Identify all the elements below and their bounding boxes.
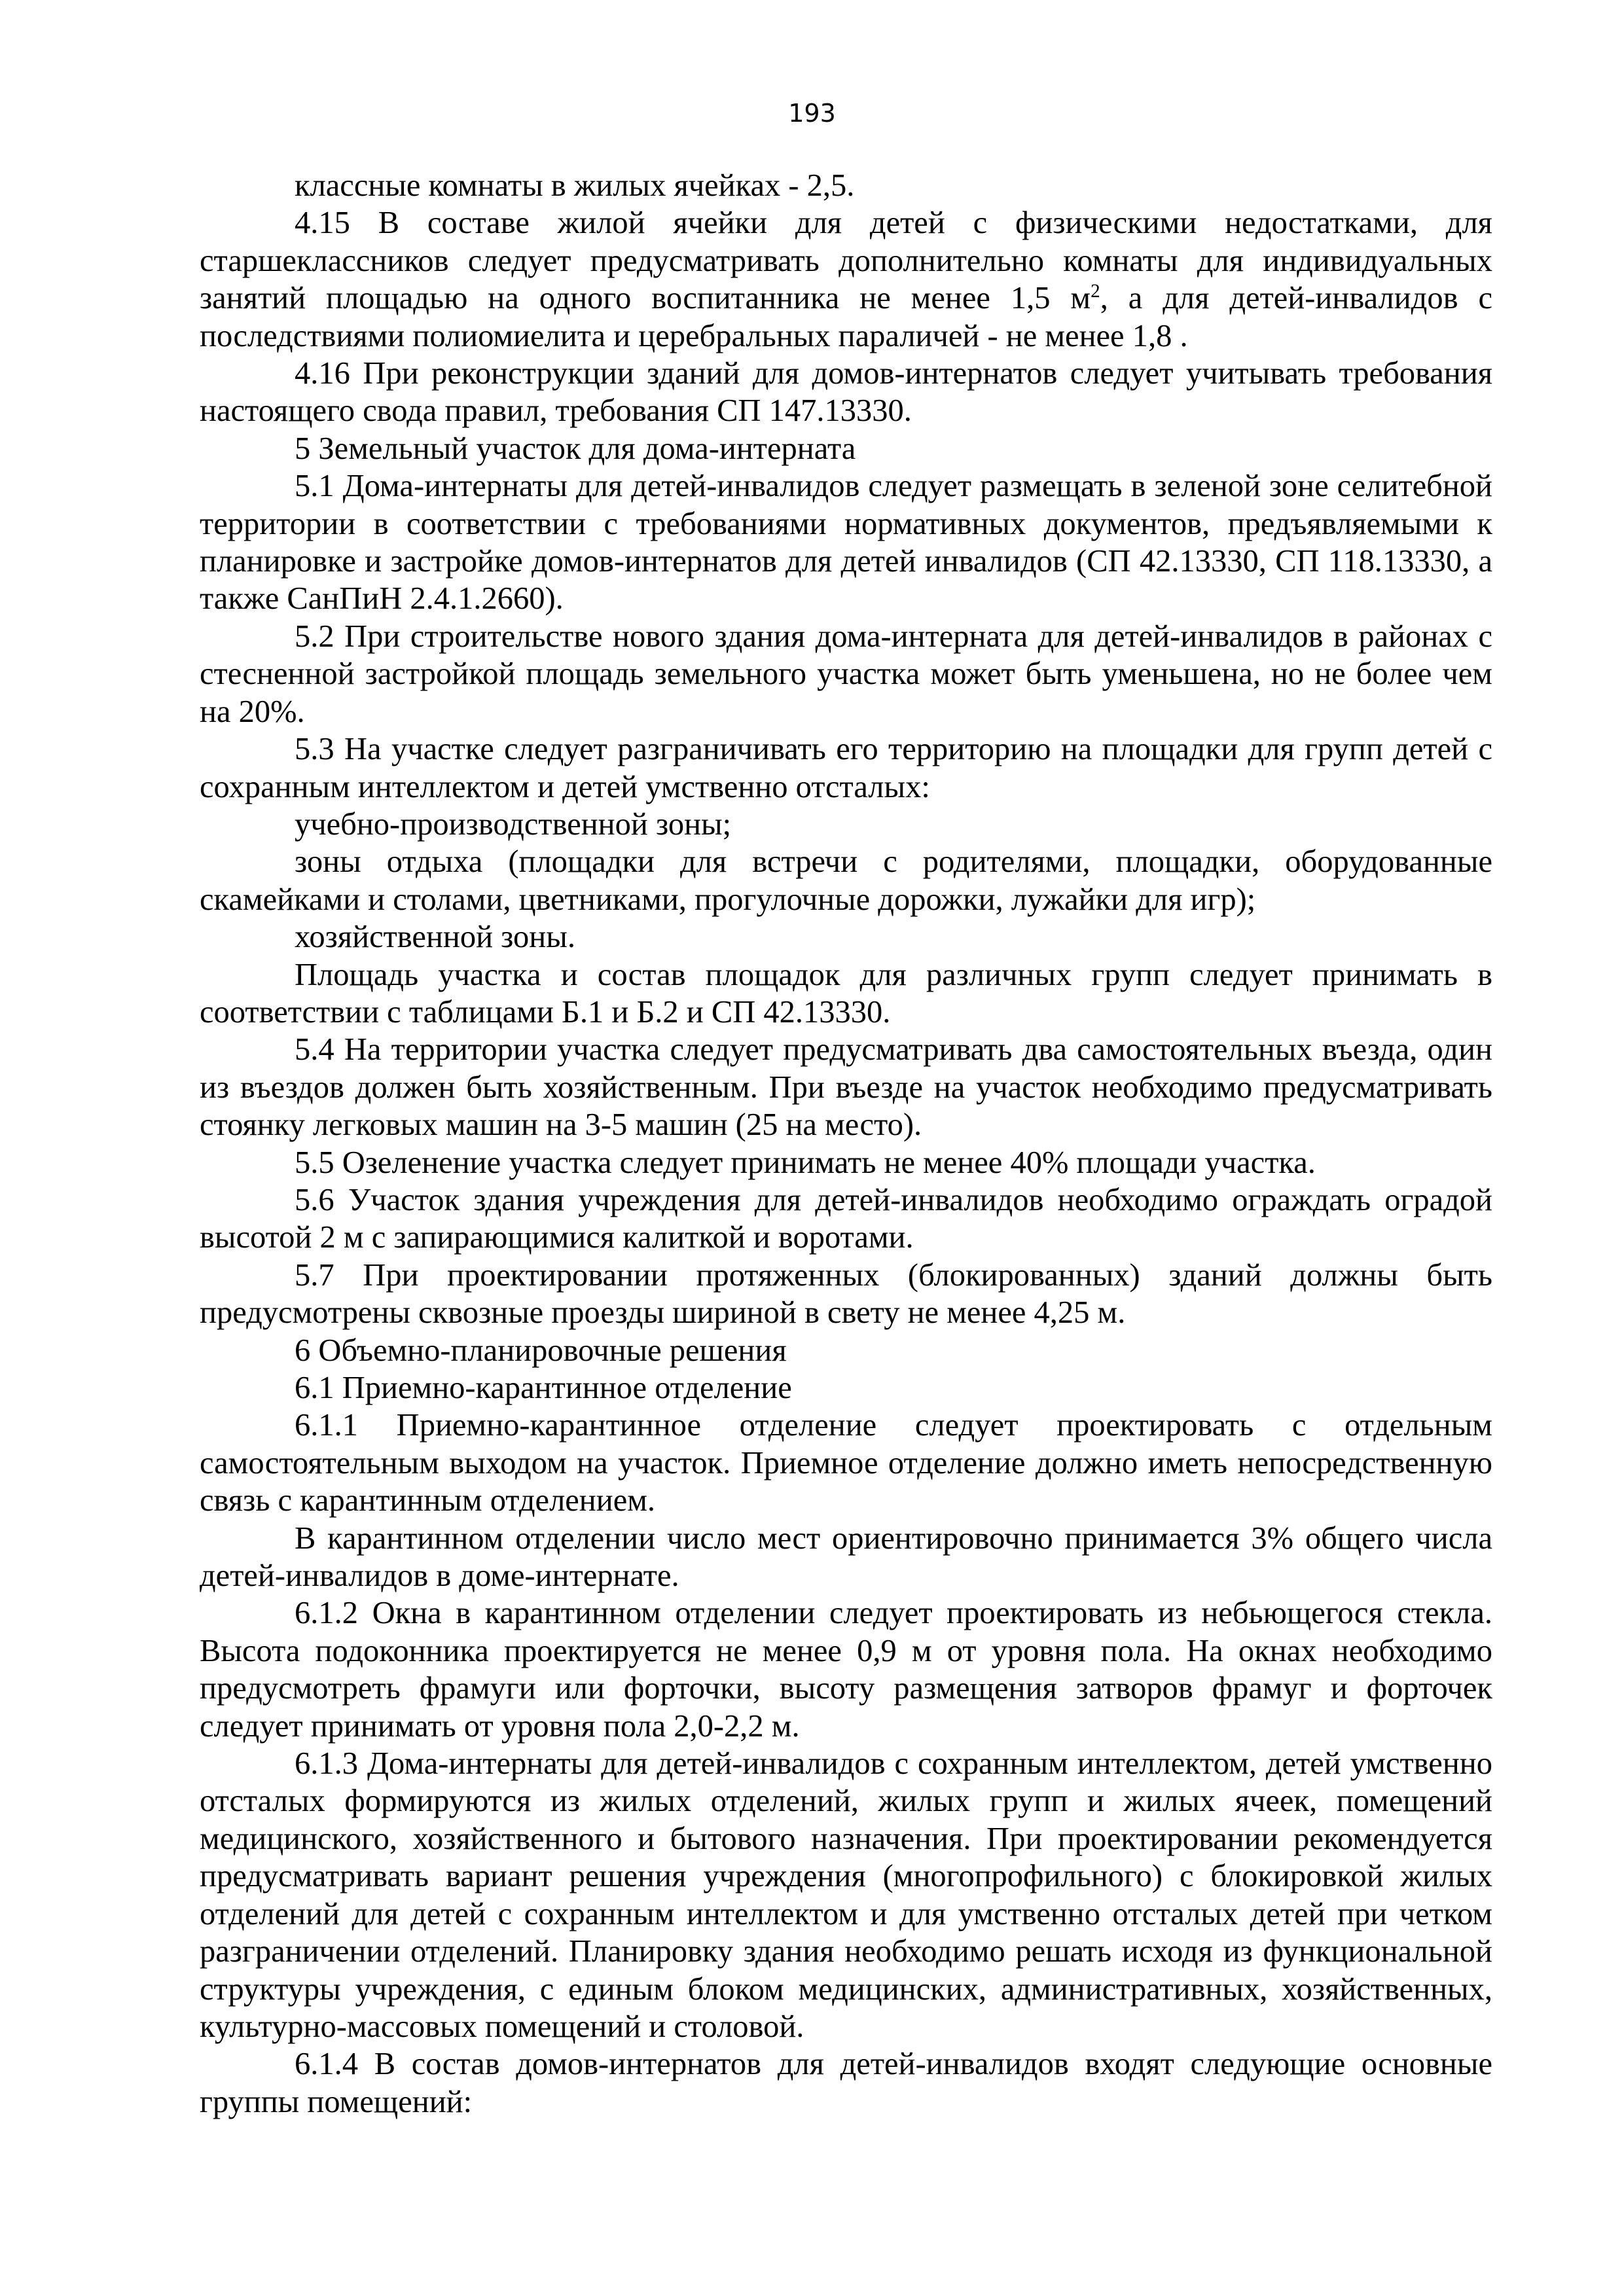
paragraph-continuation: классные комнаты в жилых ячейках - 2,5. (295, 168, 855, 203)
paragraph-area: Площадь участка и состав площадок для различных групп следует принимать в соответствии с таблицами Б.1 и Б.2 и СП 42.13330. (200, 957, 1492, 1030)
subsection-heading-6-1: 6.1 Приемно-карантинное отделение (295, 1371, 792, 1405)
paragraph-5-4: 5.4 На территории участка следует предусматривать два самостоятельных въезда, один из въездов должен быть хозяйственным. При въезде на участок необходимо предусматривать стоянку легковых машин на 3-5 машин (25 на место). (200, 1032, 1492, 1143)
page-number: 193 (788, 99, 836, 128)
paragraph-quarantine: В карантинном отделении число мест ориентировочно принимается 3% общего числа детей-инвалидов в доме-интернате. (200, 1520, 1492, 1594)
paragraph-6-1-2: 6.1.2 Окна в карантинном отделении следует проектировать из небьющегося стекла. Высота подоконника проектируется не менее 0,9 м от уровня пола. На окнах необходимо предусмотреть фрамуги или форточки, высоту размещения затворов фрамуг и форточек следует принимать от уровня пола 2,0-2,2 м. (200, 1596, 1492, 1744)
paragraph-5-1: 5.1 Дома-интернаты для детей-инвалидов следует размещать в зеленой зоне селитебной территории в соответствии с требованиями нормативных документов, предъявляемыми к планировке и застройке домов-интернатов для детей инвалидов (СП 42.13330, СП 118.13330, а также СанПиН 2.4.1.2660). (200, 469, 1492, 617)
paragraph-5-2: 5.2 При строительстве нового здания дома-интерната для детей-инвалидов в районах с стесненной застройкой площадь земельного участка может быть уменьшена, но не более чем на 20%. (200, 619, 1492, 729)
paragraph-5-3: 5.3 На участке следует разграничивать его территорию на площадки для групп детей с сохранным интеллектом и детей умственно отсталых: (200, 732, 1492, 804)
paragraph-5-6: 5.6 Участок здания учреждения для детей-инвалидов необходимо ограждать оградой высотой 2 м с запирающимися калиткой и воротами. (200, 1182, 1492, 1255)
list-item: зоны отдыха (площадки для встречи с родителями, площадки, оборудованные скамейками и столами, цветниками, прогулочные дорожки, лужайки для игр); (200, 844, 1492, 917)
paragraph-5-5: 5.5 Озеленение участка следует принимать не менее 40% площади участка. (295, 1145, 1316, 1180)
paragraph-text: , а для детей-инвалидов с последствиями полиомиелита и церебральных параличей - не менее 1,8 . (200, 281, 1492, 353)
paragraph-5-7: 5.7 При проектировании протяженных (блокированных) зданий должны быть предусмотрены сквозные проезды шириной в свету не менее 4,25 м. (200, 1257, 1492, 1331)
paragraph-6-1-4: 6.1.4 В состав домов-интернатов для детей-инвалидов входят следующие основные группы помещений: (200, 2047, 1492, 2119)
section-heading-5: 5 Земельный участок для дома-интерната (295, 431, 856, 466)
paragraph-6-1-3: 6.1.3 Дома-интернаты для детей-инвалидов с сохранным интеллектом, детей умственно отсталых формируются из жилых отделений, жилых групп и жилых ячеек, помещений медицинского, хозяйственного и бытового назначения. При проектировании рекомендуется предусматривать вариант решения учреждения (многопрофильного) с блокировкой жилых отделений для детей с сохранным интеллектом и для умственно отсталых детей при четком разграничении отделений. Планировку здания необходимо решать исходя из функциональной структуры учреждения, с единым блоком медицинских, административных, хозяйственных, культурно-массовых помещений и столовой. (200, 1746, 1492, 2044)
section-heading-6: 6 Объемно-планировочные решения (295, 1333, 787, 1368)
list-item: хозяйственной зоны. (295, 920, 575, 955)
document-body (200, 167, 1492, 2121)
superscript: 2 (1091, 281, 1100, 302)
paragraph-4-15 (200, 204, 1492, 355)
paragraph-6-1-1: 6.1.1 Приемно-карантинное отделение следует проектировать с отдельным самостоятельным выходом на участок. Приемное отделение должно иметь непосредственную связь с карантинным отделением. (200, 1408, 1492, 1518)
list-item: учебно-производственной зоны; (295, 806, 732, 842)
paragraph-text: 4.15 В составе жилой ячейки для детей с физическими недостатками, для старшеклассников следует предусматривать дополнительно комнаты для индивидуальных занятий площадью на одного воспитанника не менее 1,5 м (200, 206, 1492, 316)
paragraph-4-16: 4.16 При реконструкции зданий для домов-интернатов следует учитывать требования настоящего свода правил, требования СП 147.13330. (200, 356, 1492, 429)
